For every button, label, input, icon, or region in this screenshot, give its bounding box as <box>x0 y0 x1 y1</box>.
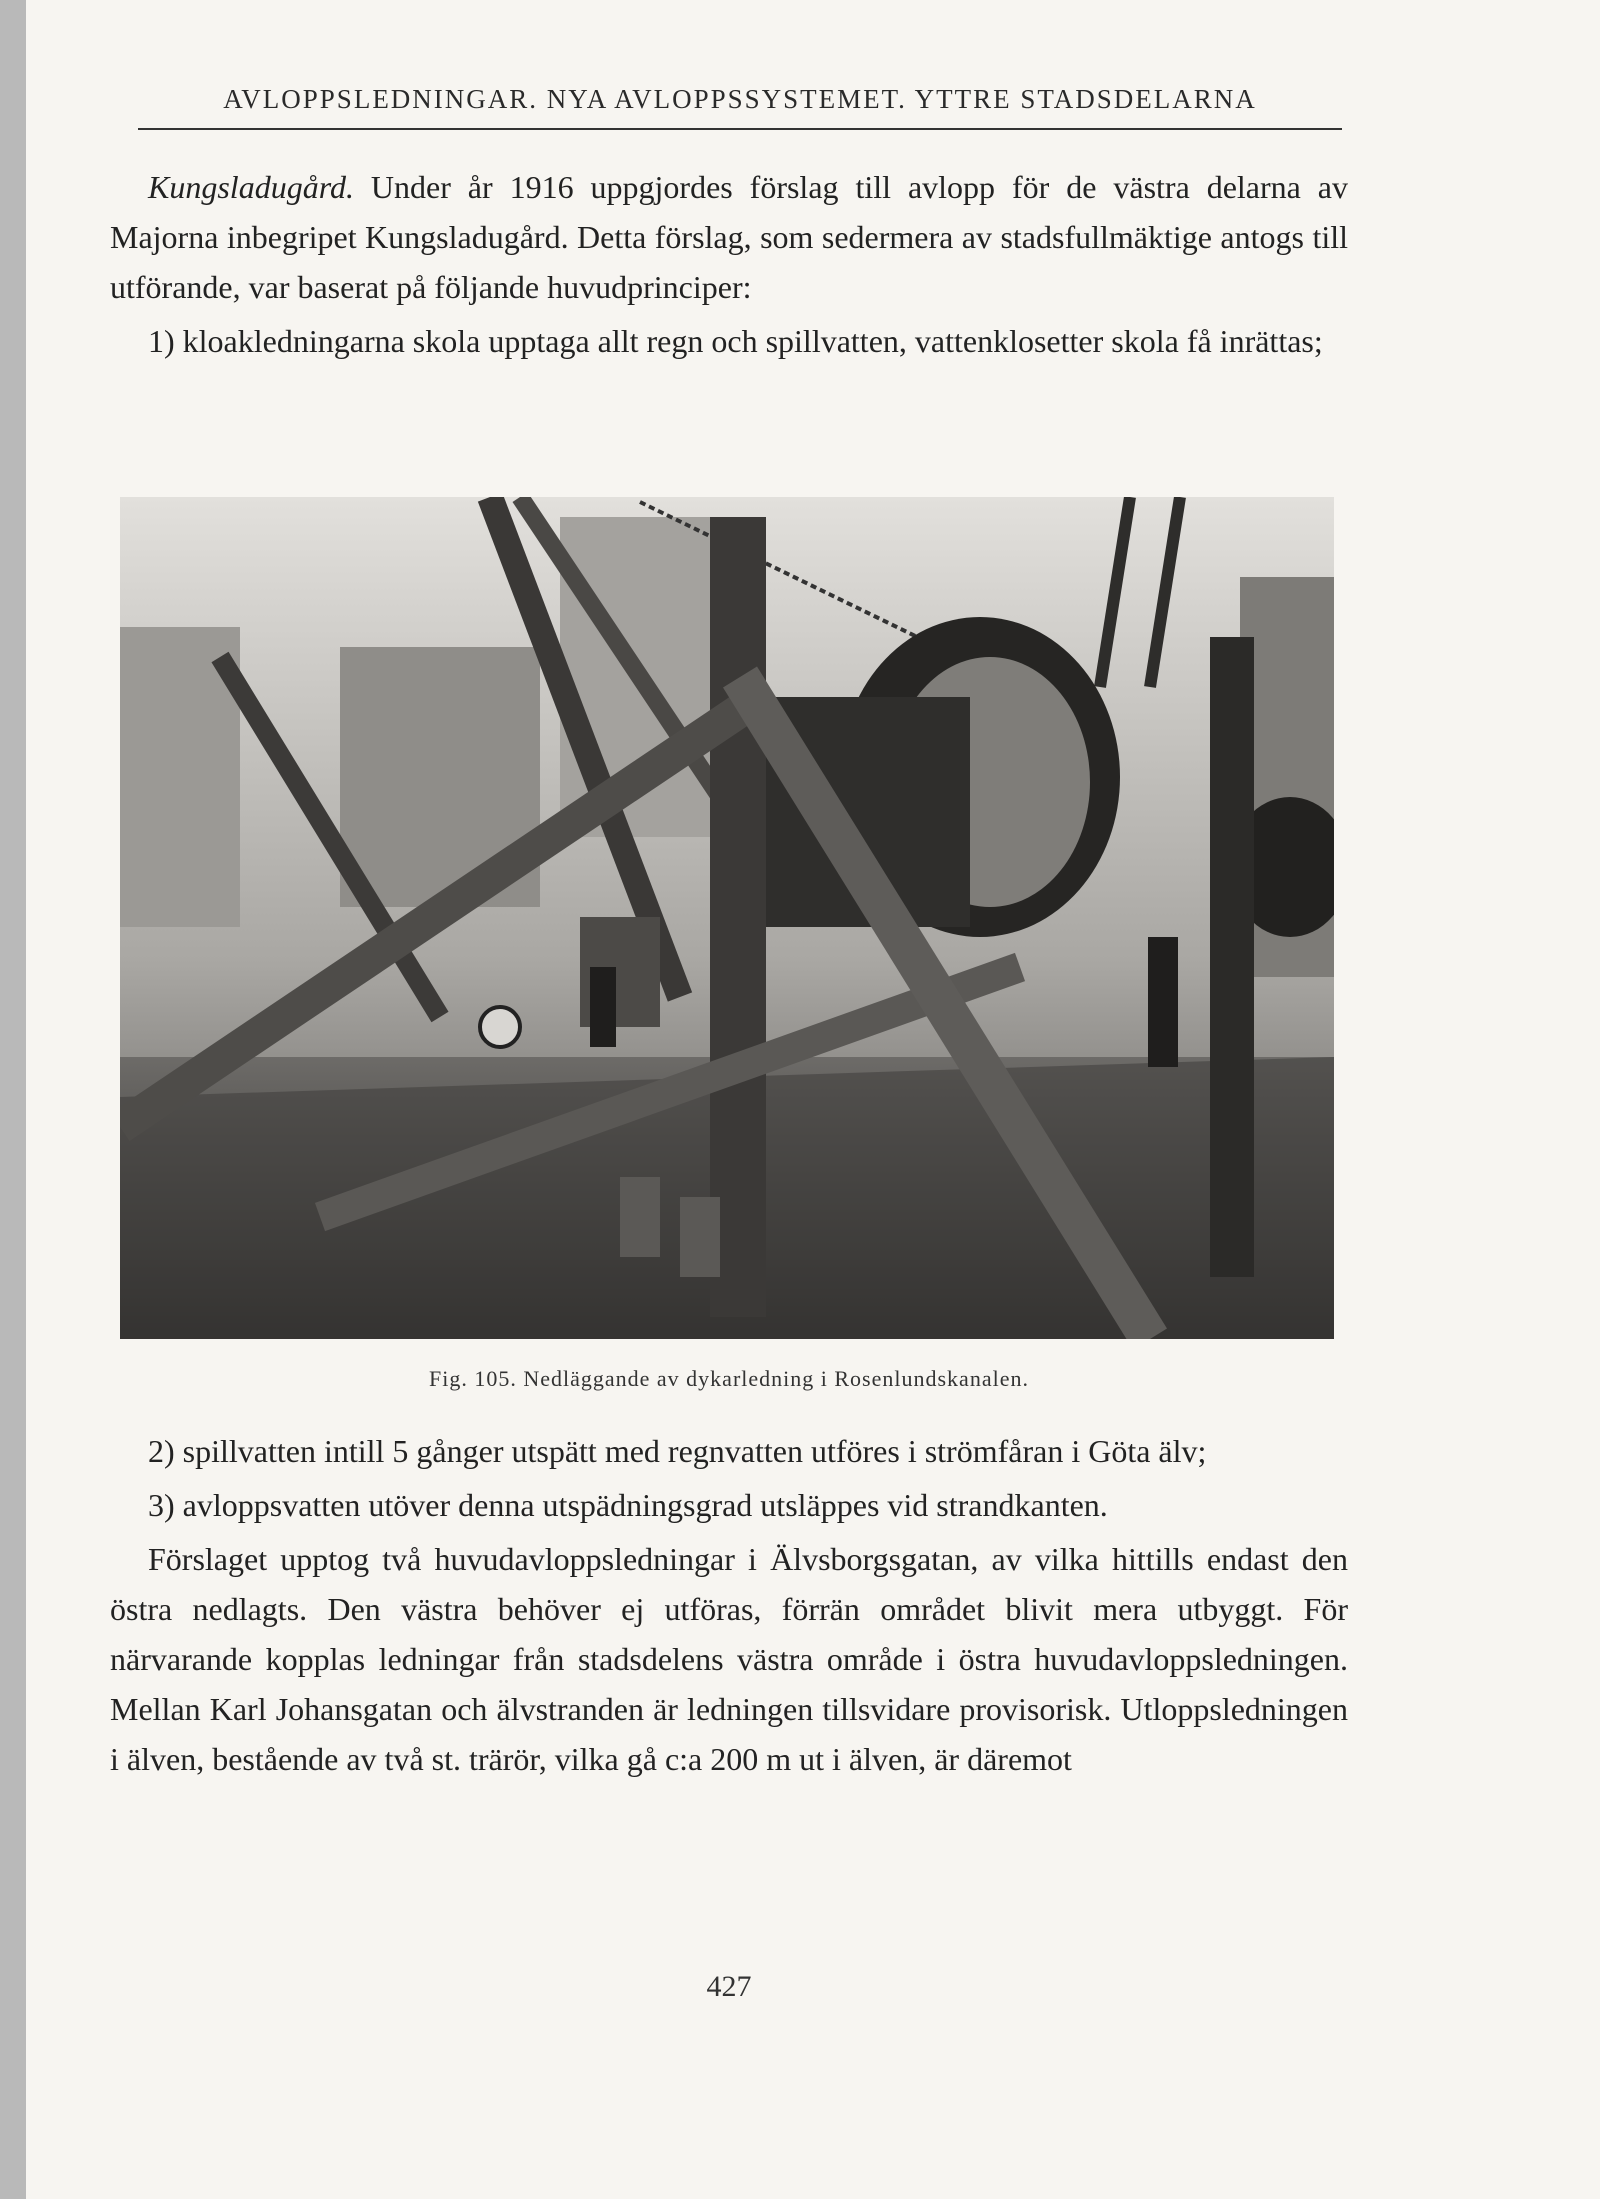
running-head: AVLOPPSLEDNINGAR. NYA AVLOPPSSYSTEMET. YTTRE STADSDELARNA <box>223 84 1257 114</box>
body-text <box>110 1426 1348 1784</box>
figure-caption: Fig. 105. Nedläggande av dykarledning i Rosenlundskanalen. <box>429 1366 1029 1391</box>
closing-paragraph: Förslaget upptog två huvudavloppsledningar i Älvsborgsgatan, av vilka hittills endast den östra nedlagts. Den västra behöver ej utföras, förrän området blivit mera utbyggt. För närvarande kopplas ledningar från stadsdelens västra område i östra huvudavloppsledningen. Mellan Karl Johansgatan och älvstranden är ledningen tillsvidare provisorisk. Utloppsledningen i älven, bestående av två st. trärör, vilka gå c:a 200 m ut i älven, är däremot <box>110 1541 1348 1777</box>
scan-edge <box>0 0 26 2199</box>
figure-photo <box>120 497 1334 1339</box>
header-rule <box>138 128 1342 130</box>
intro-text <box>110 162 1348 366</box>
run-in-heading: Kungsladugård. <box>148 169 354 205</box>
page-number: 427 <box>706 1970 752 2003</box>
intro-paragraph <box>110 162 1348 312</box>
principle-3: 3) avloppsvatten utöver denna utspädningsgrad utsläppes vid strandkanten. <box>148 1487 1108 1523</box>
principle-1: 1) kloakledningarna skola upptaga allt regn och spillvatten, vattenklosetter skola få inrättas; <box>148 323 1323 359</box>
photo-illustration <box>120 497 1334 1339</box>
book-page <box>26 0 1600 2199</box>
intro-body: Under år 1916 uppgjordes förslag till avlopp för de västra delarna av Majorna inbegripet Kungsladugård. Detta förslag, som sedermera av stadsfullmäktige antogs till utförande, var baserat på följande huvudprinciper: <box>110 169 1349 305</box>
principle-2: 2) spillvatten intill 5 gånger utspätt med regnvatten utföres i strömfåran i Göta älv; <box>148 1433 1207 1469</box>
